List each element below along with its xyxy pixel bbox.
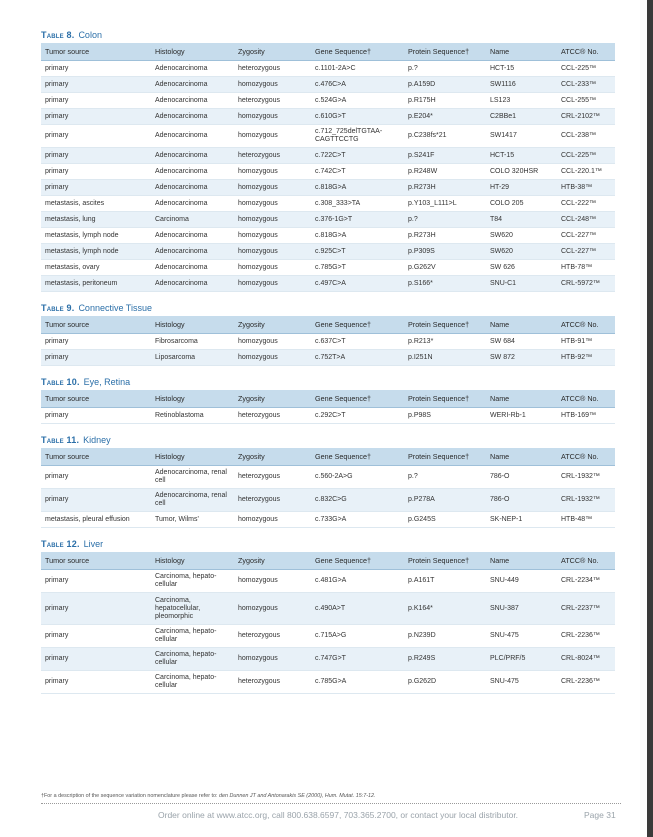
table-row (41, 350, 615, 366)
table-cell: Carcinoma, hepato-cellular (151, 648, 234, 671)
table-cell: CCL-233™ (557, 77, 615, 93)
table-cell: SW 872 (486, 350, 557, 366)
table-cell: CCL-220.1™ (557, 164, 615, 180)
table-cell: primary (41, 489, 151, 512)
table-cell: Tumor, Wilms' (151, 512, 234, 528)
table-cell: homozygous (234, 125, 311, 148)
table-cell: CCL-222™ (557, 196, 615, 212)
table-cell: homozygous (234, 593, 311, 625)
table-header-row (41, 448, 615, 466)
table-cell: p.I251N (404, 350, 486, 366)
table-cell: c.785G>A (311, 671, 404, 694)
column-header: Tumor source (41, 316, 151, 334)
table-number: Table 8. (41, 30, 75, 40)
column-header: Zygosity (234, 552, 311, 570)
table-cell: c.610G>T (311, 109, 404, 125)
table-cell: p.R273H (404, 228, 486, 244)
table-cell: c.712_725delTGTAA-CAGTTCCTG (311, 125, 404, 148)
table-title (41, 29, 615, 41)
table-cell: Adenocarcinoma (151, 109, 234, 125)
table-cell: metastasis, ascites (41, 196, 151, 212)
table-cell: p.G245S (404, 512, 486, 528)
table-name: Colon (78, 30, 102, 40)
table-cell: p.E204* (404, 109, 486, 125)
table-cell: Carcinoma, hepato-cellular (151, 570, 234, 593)
column-header: Histology (151, 448, 234, 466)
table-cell: primary (41, 77, 151, 93)
table-cell: CRL-1932™ (557, 466, 615, 489)
table-cell: SK-NEP-1 (486, 512, 557, 528)
table-cell: p.R175H (404, 93, 486, 109)
table-cell: WERI-Rb-1 (486, 408, 557, 424)
table-cell: c.490A>T (311, 593, 404, 625)
table-cell: Adenocarcinoma (151, 93, 234, 109)
table-cell: primary (41, 593, 151, 625)
column-header: Histology (151, 390, 234, 408)
table-section (41, 376, 615, 424)
table-cell: Carcinoma (151, 212, 234, 228)
table-cell: p.A159D (404, 77, 486, 93)
table-cell: c.524G>A (311, 93, 404, 109)
table-cell: C2BBe1 (486, 109, 557, 125)
table-cell: homozygous (234, 180, 311, 196)
table-row (41, 77, 615, 93)
table-header-row (41, 552, 615, 570)
table-cell: homozygous (234, 648, 311, 671)
column-header: ATCC® No. (557, 316, 615, 334)
table-cell: primary (41, 180, 151, 196)
table-section (41, 434, 615, 528)
table-cell: p.P98S (404, 408, 486, 424)
table-cell: 786-O (486, 466, 557, 489)
column-header: Protein Sequence† (404, 316, 486, 334)
table-cell: primary (41, 93, 151, 109)
table-cell: Adenocarcinoma, renal cell (151, 489, 234, 512)
table-section (41, 29, 615, 292)
table-cell: p.A161T (404, 570, 486, 593)
table-row (41, 109, 615, 125)
table-header-row (41, 43, 615, 61)
table-number: Table 11. (41, 435, 80, 445)
table-cell: LS123 (486, 93, 557, 109)
table-cell: c.733G>A (311, 512, 404, 528)
table-name: Kidney (83, 435, 111, 445)
footer-divider (41, 803, 621, 804)
table-cell: c.715A>G (311, 625, 404, 648)
column-header: Zygosity (234, 390, 311, 408)
table-row (41, 276, 615, 292)
table-row (41, 212, 615, 228)
column-header: Histology (151, 316, 234, 334)
table-cell: primary (41, 570, 151, 593)
table-cell: p.G262D (404, 671, 486, 694)
column-header: Tumor source (41, 448, 151, 466)
table-row (41, 164, 615, 180)
table-cell: primary (41, 648, 151, 671)
table-row (41, 180, 615, 196)
table-cell: SW 684 (486, 334, 557, 350)
table-section (41, 302, 615, 366)
column-header: ATCC® No. (557, 552, 615, 570)
table-cell: homozygous (234, 260, 311, 276)
table-cell: primary (41, 350, 151, 366)
table-cell: heterozygous (234, 466, 311, 489)
table-cell: HTB-169™ (557, 408, 615, 424)
table-cell: SW620 (486, 228, 557, 244)
table-number: Table 9. (41, 303, 75, 313)
table-cell: HCT-15 (486, 148, 557, 164)
table-cell: heterozygous (234, 148, 311, 164)
column-header: Tumor source (41, 552, 151, 570)
column-header: Name (486, 316, 557, 334)
table-cell: homozygous (234, 334, 311, 350)
table-cell: Adenocarcinoma (151, 196, 234, 212)
table-cell: heterozygous (234, 93, 311, 109)
table-header-row (41, 316, 615, 334)
table-cell: primary (41, 334, 151, 350)
table-cell: CRL-2237™ (557, 593, 615, 625)
table-cell: CCL-225™ (557, 61, 615, 77)
table-cell: p.R213* (404, 334, 486, 350)
table-row (41, 125, 615, 148)
table-cell: Adenocarcinoma (151, 180, 234, 196)
table-cell: homozygous (234, 164, 311, 180)
table-cell: primary (41, 466, 151, 489)
column-header: Name (486, 552, 557, 570)
table-cell: CRL-2236™ (557, 625, 615, 648)
column-header: Zygosity (234, 316, 311, 334)
table-cell: CRL-5972™ (557, 276, 615, 292)
table-cell: primary (41, 109, 151, 125)
table-cell: primary (41, 61, 151, 77)
column-header: Gene Sequence† (311, 448, 404, 466)
table-cell: Adenocarcinoma (151, 228, 234, 244)
table-cell: c.292C>T (311, 408, 404, 424)
table-cell: Fibrosarcoma (151, 334, 234, 350)
data-table (41, 316, 615, 366)
table-title (41, 538, 615, 550)
table-cell: p.? (404, 212, 486, 228)
data-table (41, 552, 615, 694)
table-cell: homozygous (234, 77, 311, 93)
table-cell: heterozygous (234, 61, 311, 77)
column-header: Zygosity (234, 448, 311, 466)
column-header: Gene Sequence† (311, 390, 404, 408)
table-cell: primary (41, 125, 151, 148)
tables-container (41, 29, 615, 704)
table-cell: p.N239D (404, 625, 486, 648)
table-cell: c.1101-2A>C (311, 61, 404, 77)
table-row (41, 625, 615, 648)
table-cell: Adenocarcinoma (151, 148, 234, 164)
table-cell: p.? (404, 466, 486, 489)
table-cell: c.747G>T (311, 648, 404, 671)
table-cell: c.308_333>TA (311, 196, 404, 212)
column-header: Name (486, 448, 557, 466)
table-row (41, 244, 615, 260)
table-cell: c.376-1G>T (311, 212, 404, 228)
table-cell: COLO 205 (486, 196, 557, 212)
table-cell: heterozygous (234, 625, 311, 648)
table-cell: p.R248W (404, 164, 486, 180)
table-name: Connective Tissue (78, 303, 152, 313)
table-cell: Adenocarcinoma (151, 164, 234, 180)
table-cell: c.818G>A (311, 228, 404, 244)
table-cell: c.818G>A (311, 180, 404, 196)
column-header: Histology (151, 43, 234, 61)
table-cell: CCL-248™ (557, 212, 615, 228)
column-header: Zygosity (234, 43, 311, 61)
table-title (41, 302, 615, 314)
table-cell: Liposarcoma (151, 350, 234, 366)
table-cell: p.S241F (404, 148, 486, 164)
column-header: Gene Sequence† (311, 43, 404, 61)
table-cell: HTB-92™ (557, 350, 615, 366)
table-cell: p.P278A (404, 489, 486, 512)
table-name: Liver (83, 539, 104, 549)
table-cell: primary (41, 408, 151, 424)
table-title (41, 376, 615, 388)
table-title (41, 434, 615, 446)
footer-contact-text: Order online at www.atcc.org, call 800.638.6597, 703.365.2700, or contact your local distributor. (158, 810, 519, 820)
table-row (41, 196, 615, 212)
table-cell: homozygous (234, 244, 311, 260)
table-cell: primary (41, 671, 151, 694)
column-header: Name (486, 43, 557, 61)
table-row (41, 466, 615, 489)
table-cell: HTB-78™ (557, 260, 615, 276)
table-cell: p.C238fs*21 (404, 125, 486, 148)
table-cell: homozygous (234, 228, 311, 244)
column-header: Protein Sequence† (404, 552, 486, 570)
table-cell: c.832C>G (311, 489, 404, 512)
table-cell: Carcinoma, hepato-cellular (151, 671, 234, 694)
table-cell: Carcinoma, hepato-cellular (151, 625, 234, 648)
table-cell: metastasis, lymph node (41, 244, 151, 260)
column-header: Protein Sequence† (404, 448, 486, 466)
table-cell: CRL-2234™ (557, 570, 615, 593)
table-cell: homozygous (234, 276, 311, 292)
table-cell: homozygous (234, 212, 311, 228)
table-cell: c.722C>T (311, 148, 404, 164)
column-header: Protein Sequence† (404, 390, 486, 408)
table-cell: homozygous (234, 570, 311, 593)
table-section (41, 538, 615, 694)
footnote-reference: den Dunnen JT and Antonarakis SE (2000), Hum. Mutat. 15:7-12. (219, 793, 376, 799)
column-header: Tumor source (41, 390, 151, 408)
data-table (41, 390, 615, 424)
footnote (41, 793, 376, 799)
table-row (41, 593, 615, 625)
table-row (41, 570, 615, 593)
table-cell: HTB-91™ (557, 334, 615, 350)
table-cell: c.481G>A (311, 570, 404, 593)
table-cell: p.K164* (404, 593, 486, 625)
table-row (41, 260, 615, 276)
table-cell: COLO 320HSR (486, 164, 557, 180)
table-cell: CCL-225™ (557, 148, 615, 164)
table-cell: SW1417 (486, 125, 557, 148)
table-row (41, 489, 615, 512)
table-cell: Carcinoma, hepatocellular, pleomorphic (151, 593, 234, 625)
table-cell: SW 626 (486, 260, 557, 276)
table-cell: CRL-2102™ (557, 109, 615, 125)
table-header-row (41, 390, 615, 408)
data-table (41, 448, 615, 528)
table-cell: 786-O (486, 489, 557, 512)
column-header: ATCC® No. (557, 43, 615, 61)
table-cell: heterozygous (234, 489, 311, 512)
table-cell: Adenocarcinoma (151, 61, 234, 77)
table-cell: c.560-2A>G (311, 466, 404, 489)
table-cell: primary (41, 625, 151, 648)
table-cell: metastasis, peritoneum (41, 276, 151, 292)
table-cell: p.Y103_L111>L (404, 196, 486, 212)
table-cell: CCL-238™ (557, 125, 615, 148)
table-cell: metastasis, lung (41, 212, 151, 228)
table-cell: p.P309S (404, 244, 486, 260)
table-cell: c.742C>T (311, 164, 404, 180)
table-cell: Retinoblastoma (151, 408, 234, 424)
table-cell: metastasis, ovary (41, 260, 151, 276)
table-row (41, 408, 615, 424)
table-row (41, 61, 615, 77)
table-cell: p.R273H (404, 180, 486, 196)
table-row (41, 148, 615, 164)
table-cell: metastasis, pleural effusion (41, 512, 151, 528)
table-cell: heterozygous (234, 408, 311, 424)
column-header: Histology (151, 552, 234, 570)
table-cell: SNU-C1 (486, 276, 557, 292)
column-header: Gene Sequence† (311, 552, 404, 570)
table-cell: p.R249S (404, 648, 486, 671)
table-cell: CCL-227™ (557, 228, 615, 244)
table-row (41, 512, 615, 528)
table-cell: primary (41, 164, 151, 180)
table-cell: SNU-475 (486, 671, 557, 694)
table-cell: HTB-48™ (557, 512, 615, 528)
table-cell: CCL-255™ (557, 93, 615, 109)
table-cell: c.497C>A (311, 276, 404, 292)
column-header: Gene Sequence† (311, 316, 404, 334)
table-row (41, 648, 615, 671)
table-cell: SW620 (486, 244, 557, 260)
table-cell: c.925C>T (311, 244, 404, 260)
table-cell: SNU-449 (486, 570, 557, 593)
table-name: Eye, Retina (83, 377, 131, 387)
table-number: Table 10. (41, 377, 80, 387)
table-cell: c.476C>A (311, 77, 404, 93)
table-cell: metastasis, lymph node (41, 228, 151, 244)
table-row (41, 671, 615, 694)
data-table (41, 43, 615, 292)
column-header: Protein Sequence† (404, 43, 486, 61)
table-cell: Adenocarcinoma (151, 244, 234, 260)
table-cell: p.G262V (404, 260, 486, 276)
table-cell: heterozygous (234, 671, 311, 694)
table-cell: c.752T>A (311, 350, 404, 366)
table-cell: Adenocarcinoma (151, 276, 234, 292)
column-header: Tumor source (41, 43, 151, 61)
table-cell: HT-29 (486, 180, 557, 196)
table-cell: p.S166* (404, 276, 486, 292)
table-cell: Adenocarcinoma (151, 77, 234, 93)
table-cell: Adenocarcinoma (151, 260, 234, 276)
table-row (41, 334, 615, 350)
table-cell: homozygous (234, 512, 311, 528)
column-header: Name (486, 390, 557, 408)
table-cell: SW1116 (486, 77, 557, 93)
table-cell: CRL-2236™ (557, 671, 615, 694)
table-cell: T84 (486, 212, 557, 228)
table-row (41, 93, 615, 109)
column-header: ATCC® No. (557, 390, 615, 408)
table-cell: CRL-1932™ (557, 489, 615, 512)
table-cell: Adenocarcinoma (151, 125, 234, 148)
table-number: Table 12. (41, 539, 80, 549)
table-cell: primary (41, 148, 151, 164)
table-cell: CCL-227™ (557, 244, 615, 260)
table-cell: CRL-8024™ (557, 648, 615, 671)
table-cell: c.637C>T (311, 334, 404, 350)
table-cell: HCT-15 (486, 61, 557, 77)
table-cell: c.785G>T (311, 260, 404, 276)
table-cell: p.? (404, 61, 486, 77)
table-cell: SNU-475 (486, 625, 557, 648)
table-row (41, 228, 615, 244)
table-cell: homozygous (234, 350, 311, 366)
table-cell: Adenocarcinoma, renal cell (151, 466, 234, 489)
table-cell: HTB-38™ (557, 180, 615, 196)
footnote-prefix: †For a description of the sequence variation nomenclature please refer to: (41, 793, 219, 799)
table-cell: homozygous (234, 109, 311, 125)
table-cell: SNU-387 (486, 593, 557, 625)
column-header: ATCC® No. (557, 448, 615, 466)
table-cell: homozygous (234, 196, 311, 212)
table-cell: PLC/PRF/5 (486, 648, 557, 671)
page-number: Page 31 (584, 810, 616, 820)
